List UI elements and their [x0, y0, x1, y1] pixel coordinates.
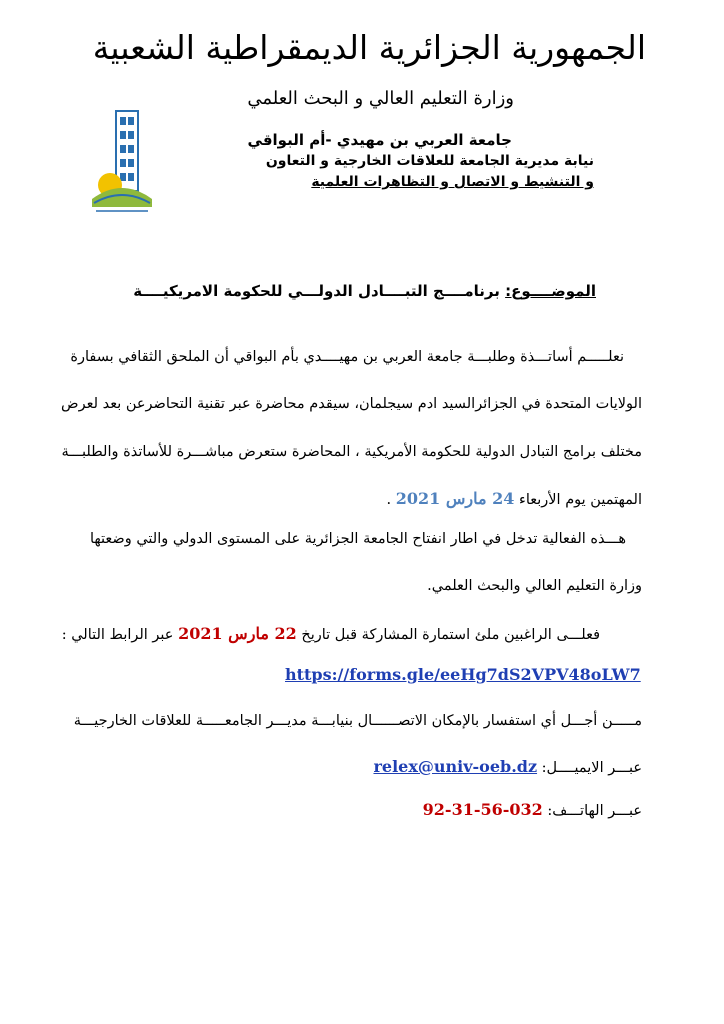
- subject-label: الموضــــوع:: [505, 282, 596, 300]
- paragraph-contact: مـــــن أجـــل أي استفسار بالإمكان الاتصــــــال بنيابـــة مديـــر الجامعـــــة للعلاقات الخارجيـــة: [73, 713, 642, 729]
- email-line: [373, 757, 642, 776]
- paragraph-line-5: هـــذه الفعالية تدخل في اطار انفتاح الجامعة الجزائرية على المستوى الدولي والتي وضعتها: [89, 531, 626, 547]
- paragraph-line-1: نعلـــــم أساتـــذة وطلبـــة جامعة العربي بن مهيــــدي بأم البواقي أن الملحق الثقافي بسفارة: [70, 349, 624, 365]
- university-name: جامعة العربي بن مهيدي -أم البواقي: [247, 131, 512, 149]
- vice-directorate-line2: و التنشيط و الاتصال و التظاهرات العلمية: [311, 174, 594, 190]
- event-date: 24 مارس 2021: [395, 489, 515, 508]
- event-period: .: [386, 492, 392, 508]
- subject-text: برنامــــج التبــــادل الدولـــي للحكومة الامريكيــــة: [133, 282, 500, 300]
- registration-text: فعلـــى الراغبين ملئ استمارة المشاركة قبل تاريخ: [301, 627, 600, 643]
- registration-form-link[interactable]: https://forms.gle/eeHg7dS2VPV48oLW7: [285, 665, 641, 684]
- deadline-date: 22 مارس 2021: [178, 624, 297, 643]
- university-logo-icon: [88, 107, 156, 217]
- vice-directorate-line1: نيابة مديرية الجامعة للعلاقات الخارجية و التعاون: [265, 153, 594, 169]
- paragraph-line-4: [387, 489, 642, 508]
- phone-label: عبـــر الهاتـــف:: [547, 803, 642, 819]
- paragraph-line-7: [62, 624, 600, 643]
- paragraph-line-2: الولايات المتحدة في الجزائرالسيد ادم سيجلمان، سيقدم محاضرة عبر تقنية التحاضرعن بعد لعرض: [61, 396, 642, 412]
- ministry-title: وزارة التعليم العالي و البحث العلمي: [247, 88, 514, 109]
- email-label: عبـــر الايميــــل:: [541, 760, 642, 776]
- paragraph-line-6: وزارة التعليم العالي والبحث العلمي.: [427, 578, 642, 594]
- email-link[interactable]: relex@univ-oeb.dz: [373, 757, 538, 776]
- subject-line: [133, 282, 596, 300]
- registration-link-intro: عبر الرابط التالي :: [61, 627, 174, 643]
- paragraph-line-3: مختلف برامج التبادل الدولية للحكومة الأمريكية ، المحاضرة ستعرض مباشـــرة للأساتذة والطلبـــة: [61, 444, 642, 460]
- phone-number: 032-56-31-92: [422, 800, 543, 819]
- event-day-text: المهتمين يوم الأربعاء: [519, 492, 642, 508]
- republic-title: الجمهورية الجزائرية الديمقراطية الشعبية: [92, 28, 646, 67]
- phone-line: [423, 800, 642, 819]
